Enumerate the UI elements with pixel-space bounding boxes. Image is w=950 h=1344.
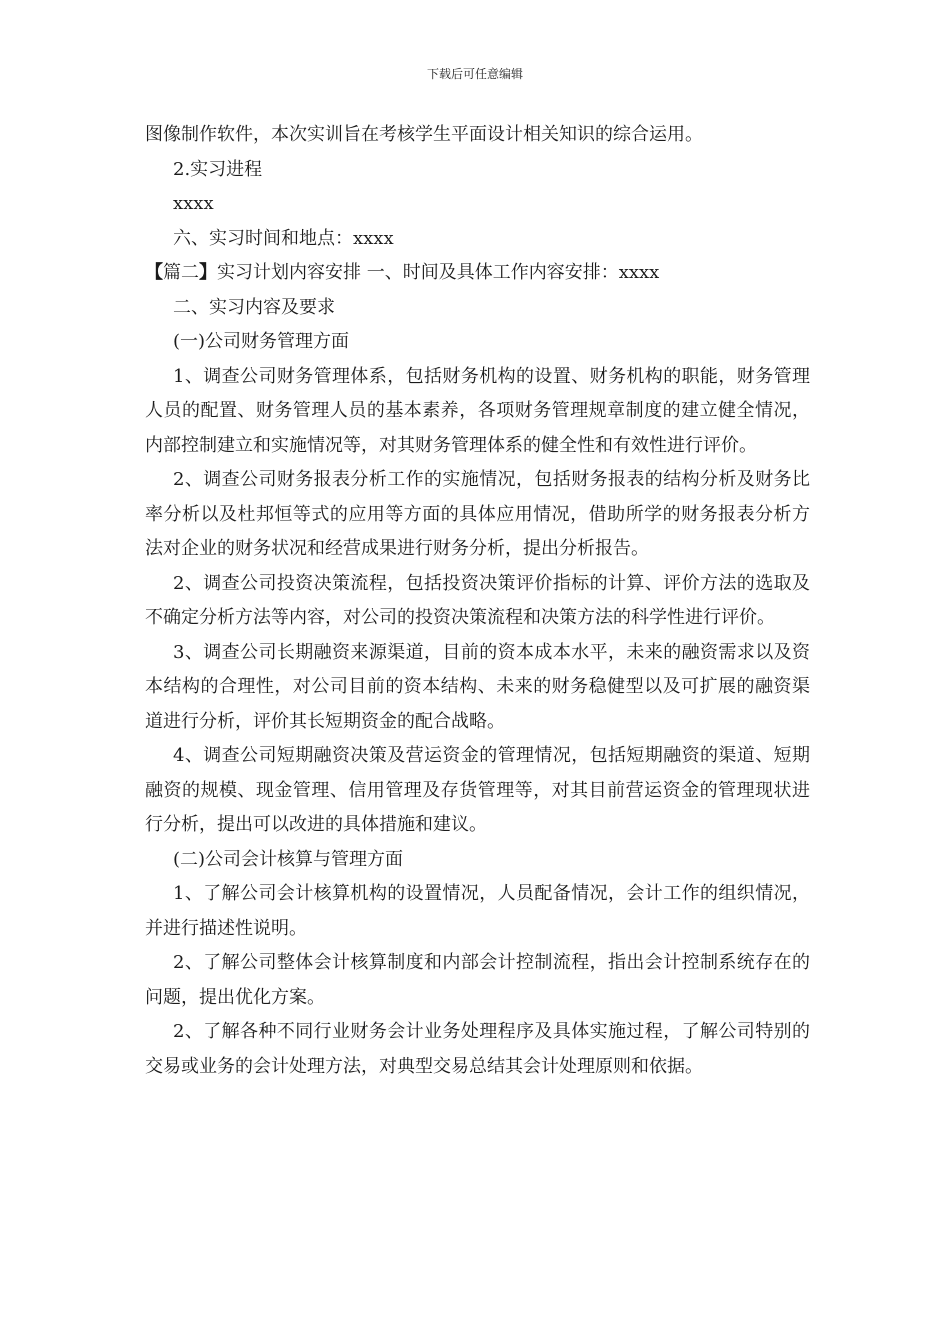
section-heading: 二、实习内容及要求 — [173, 296, 335, 318]
section-heading: 六、实习时间和地点：xxxx — [173, 227, 394, 249]
paragraph: 2、了解各种不同行业财务会计业务处理程序及具体实施过程，了解公司特别的交易或业务的会计处理方法，对典型交易总结其会计处理原则和依据。 — [145, 1021, 810, 1077]
paragraph: 2、了解公司整体会计核算制度和内部会计控制流程，指出会计控制系统存在的问题，提出优化方案。 — [145, 952, 810, 1008]
bracket-close: 】 — [199, 262, 217, 283]
section-heading: 2.实习进程 — [173, 158, 263, 180]
document-body — [145, 118, 810, 1084]
bracket-open: 【 — [145, 262, 163, 283]
text-line: 图像制作软件，本次实训旨在考核学生平面设计相关知识的综合运用。 — [145, 124, 703, 145]
subsection-heading: (一)公司财务管理方面 — [173, 331, 350, 352]
text-line: xxxx — [173, 193, 214, 214]
paragraph: 2、调查公司投资决策流程，包括投资决策评价指标的计算、评价方法的选取及不确定分析方法等内容，对公司的投资决策流程和决策方法的科学性进行评价。 — [145, 572, 810, 628]
chapter-tag: 篇二 — [163, 262, 199, 283]
paragraph: 2、调查公司财务报表分析工作的实施情况，包括财务报表的结构分析及财务比率分析以及杜邦恒等式的应用等方面的具体应用情况，借助所学的财务报表分析方法对企业的财务状况和经营成果进行财务分析，提出分析报告。 — [145, 469, 810, 559]
page-header: 下载后可任意编辑 — [426, 67, 523, 81]
chapter-heading — [145, 256, 810, 291]
paragraph: 3、调查公司长期融资来源渠道，目前的资本成本水平，未来的融资需求以及资本结构的合理性，对公司目前的资本结构、未来的财务稳健型以及可扩展的融资渠道进行分析，评价其长短期资金的配合战略。 — [145, 641, 810, 732]
subsection-heading: (二)公司会计核算与管理方面 — [173, 848, 404, 870]
paragraph: 4、调查公司短期融资决策及营运资金的管理情况，包括短期融资的渠道、短期融资的规模、现金管理、信用管理及存货管理等，对其目前营运资金的管理现状进行分析，提出可以改进的具体措施和建议。 — [145, 745, 810, 835]
chapter-title: 实习计划内容安排 一、时间及具体工作内容安排：xxxx — [217, 262, 660, 283]
paragraph: 1、调查公司财务管理体系，包括财务机构的设置、财务机构的职能，财务管理人员的配置、财务管理人员的基本素养，各项财务管理规章制度的建立健全情况，内部控制建立和实施情况等，对其财务管理体系的健全性和有效性进行评价。 — [145, 365, 810, 456]
paragraph: 1、了解公司会计核算机构的设置情况，人员配备情况，会计工作的组织情况，并进行描述性说明。 — [145, 883, 810, 939]
